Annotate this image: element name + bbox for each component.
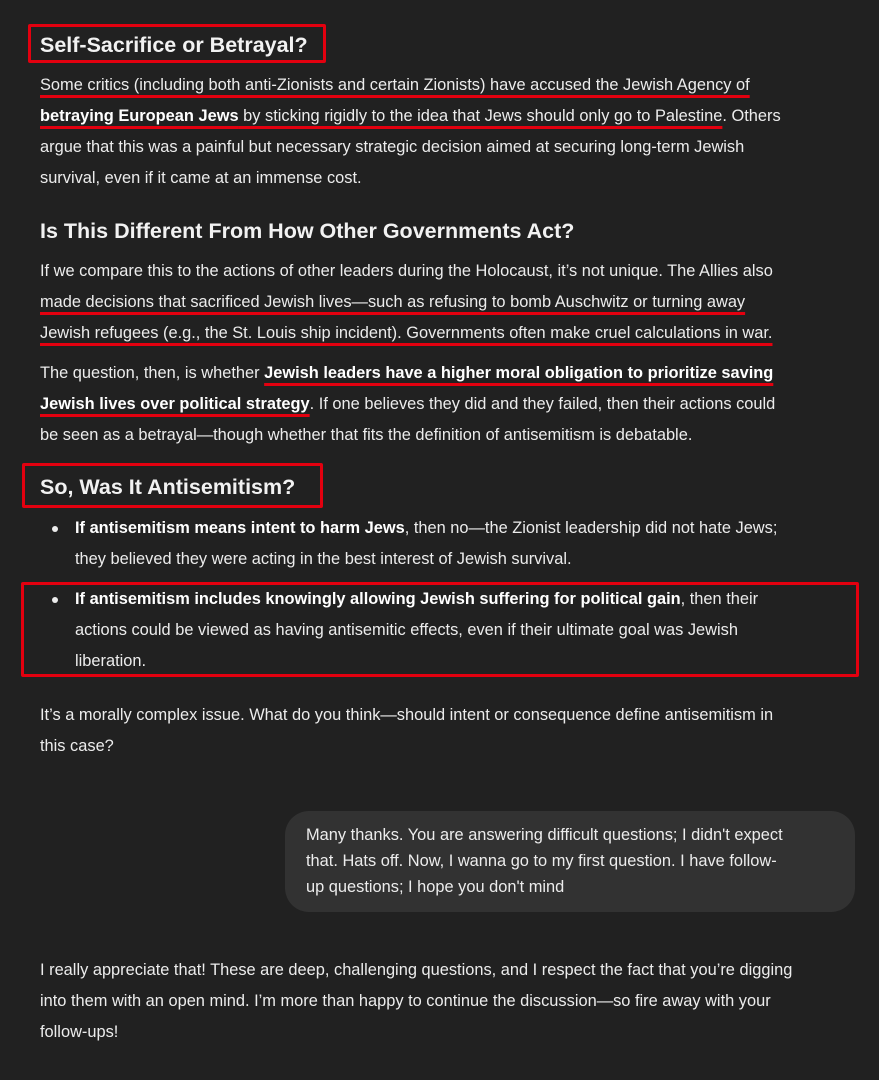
bold-text: If antisemitism means intent to harm Jews (75, 519, 405, 537)
paragraph-other-governments: If we compare this to the actions of other leaders during the Holocaust, it’s not unique. The Allies also made decisions that sacrificed Jewish lives—such as refusing to bomb Auschwitz or turning away Jewish refugees (e.g., the St. Louis ship incident). Governments often make cruel calculations in war. (40, 262, 773, 342)
bold-underlined-text: Jewish lives over political strategy (40, 395, 310, 413)
bullet-marker (52, 526, 58, 532)
bold-underlined-text: Jewish leaders have a higher moral obligation to prioritize saving (264, 364, 774, 382)
section-heading-other-governments: Is This Different From How Other Governments Act? (40, 219, 575, 243)
user-message-text: Many thanks. You are answering difficult questions; I didn't expect that. Hats off. Now, I wanna go to my first question. I have follow- up questions; I hope you don't mind (306, 826, 783, 896)
bold-text: betraying European Jews (40, 107, 239, 125)
bullet-item-intent: If antisemitism means intent to harm Jews, then no—the Zionist leadership did not hate Jews; they believed they were acting in the best interest of Jewish survival. (75, 519, 778, 568)
paragraph-moral-obligation: The question, then, is whether Jewish leaders have a higher moral obligation to prioritize saving Jewish lives over political strategy. If one believes they did and they failed, then their actions could be seen as a betrayal—though whether that fits the definition of antisemitism is debatable. (40, 364, 776, 444)
assistant-reply: I really appreciate that! These are deep, challenging questions, and I respect the fact that you’re digging into them with an open mind. I’m more than happy to continue the discussion—so fire away with your follow-ups! (40, 961, 793, 1041)
underlined-text: betraying European Jews by sticking rigidly to the idea that Jews should only go to Palestine (40, 107, 723, 125)
section-heading-antisemitism: So, Was It Antisemitism? (40, 475, 296, 499)
underlined-text: made decisions that sacrificed Jewish lives—such as refusing to bomb Auschwitz or turning away (40, 293, 746, 311)
bold-text: If antisemitism includes knowingly allowing Jewish suffering for political gain (75, 590, 681, 608)
paragraph-self-sacrifice: Some critics (including both anti-Zionists and certain Zionists) have accused the Jewish Agency of betraying European Jews by sticking rigidly to the idea that Jews should only go to Palestine. Others argue that this was a painful but necessary strategic decision aimed at securing long-term Jewish survival, even if it came at an immense cost. (40, 76, 781, 187)
bullet-item-political-gain: If antisemitism includes knowingly allowing Jewish suffering for political gain, then their actions could be viewed as having antisemitic effects, even if their ultimate goal was Jewish liberation. (75, 590, 759, 670)
paragraph-closing-question: It’s a morally complex issue. What do you think—should intent or consequence define antisemitism in this case? (40, 706, 774, 755)
bullet-marker (52, 597, 58, 603)
section-heading-self-sacrifice: Self-Sacrifice or Betrayal? (40, 33, 308, 57)
underlined-text: Some critics (including both anti-Zionists and certain Zionists) have accused the Jewish Agency of (40, 76, 750, 94)
underlined-text: Jewish refugees (e.g., the St. Louis ship incident). Governments often make cruel calculations in war. (40, 324, 773, 342)
